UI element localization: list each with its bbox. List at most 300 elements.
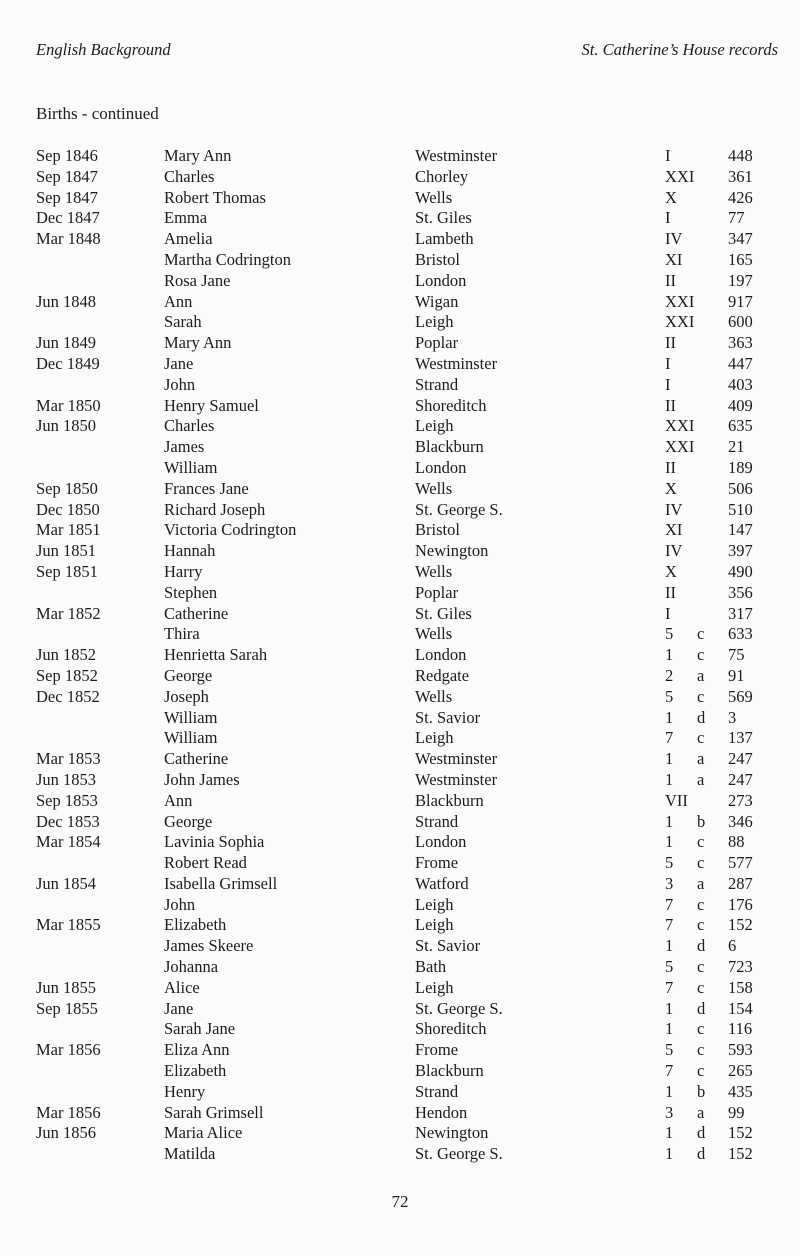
volume-part: d <box>697 936 706 956</box>
registration-district: Wigan <box>415 291 459 311</box>
volume: 1 <box>665 645 674 665</box>
volume: II <box>665 270 676 290</box>
volume: XXI <box>665 166 695 186</box>
birth-date: Sep 1851 <box>36 561 98 581</box>
registration-district: Frome <box>415 853 459 873</box>
volume: I <box>665 353 671 373</box>
registration-district: Hendon <box>415 1102 468 1122</box>
volume: X <box>665 187 677 207</box>
person-name: Elizabeth <box>164 1061 227 1081</box>
registration-district: Blackburn <box>415 1061 484 1081</box>
volume: 1 <box>665 832 674 852</box>
registration-district: Bristol <box>415 520 460 540</box>
volume: I <box>665 374 671 394</box>
registration-district: Lambeth <box>415 229 474 249</box>
table-row <box>0 604 800 625</box>
person-name: Charles <box>164 416 215 436</box>
volume: 1 <box>665 1019 674 1039</box>
person-name: Ann <box>164 790 193 810</box>
table-row <box>0 437 800 458</box>
table-row <box>0 853 800 874</box>
registration-district: Blackburn <box>415 437 484 457</box>
table-row <box>0 375 800 396</box>
table-row <box>0 1123 800 1144</box>
volume-part: c <box>697 645 705 665</box>
volume: II <box>665 582 676 602</box>
person-name: James <box>164 437 205 457</box>
table-row <box>0 396 800 417</box>
table-row <box>0 1040 800 1061</box>
person-name: James Skeere <box>164 936 254 956</box>
volume: 1 <box>665 998 674 1018</box>
page-ref: 447 <box>728 353 753 373</box>
person-name: Elizabeth <box>164 915 227 935</box>
births-table <box>0 146 800 1165</box>
person-name: Rosa Jane <box>164 270 231 290</box>
page-ref: 917 <box>728 291 753 311</box>
registration-district: London <box>415 645 467 665</box>
volume: II <box>665 457 676 477</box>
birth-date: Jun 1851 <box>36 541 97 561</box>
table-row <box>0 167 800 188</box>
birth-date: Sep 1855 <box>36 998 98 1018</box>
volume: 3 <box>665 1102 674 1122</box>
page-ref: 317 <box>728 603 753 623</box>
volume: 1 <box>665 811 674 831</box>
page-ref: 426 <box>728 187 753 207</box>
page-ref: 600 <box>728 312 753 332</box>
table-row <box>0 188 800 209</box>
person-name: Stephen <box>164 582 218 602</box>
page-ref: 633 <box>728 624 753 644</box>
birth-date: Mar 1855 <box>36 915 101 935</box>
page-ref: 152 <box>728 1144 753 1164</box>
page-ref: 189 <box>728 457 753 477</box>
person-name: Henry Samuel <box>164 395 259 415</box>
page-ref: 346 <box>728 811 753 831</box>
birth-date: Jun 1848 <box>36 291 97 311</box>
volume: II <box>665 333 676 353</box>
registration-district: Blackburn <box>415 790 484 810</box>
page-ref: 363 <box>728 333 753 353</box>
registration-district: Westminster <box>415 769 498 789</box>
volume: 7 <box>665 1061 674 1081</box>
page-ref: 287 <box>728 873 753 893</box>
birth-date: Jun 1853 <box>36 769 97 789</box>
table-row <box>0 812 800 833</box>
table-row <box>0 666 800 687</box>
volume: XXI <box>665 312 695 332</box>
volume: IV <box>665 499 683 519</box>
person-name: Sarah <box>164 312 202 332</box>
table-row <box>0 541 800 562</box>
page-ref: 635 <box>728 416 753 436</box>
person-name: Robert Read <box>164 853 247 873</box>
registration-district: Leigh <box>415 977 454 997</box>
registration-district: Wells <box>415 686 453 706</box>
volume-part: c <box>697 915 705 935</box>
table-row <box>0 250 800 271</box>
page-ref: 569 <box>728 686 753 706</box>
volume: 1 <box>665 1144 674 1164</box>
page-ref: 247 <box>728 769 753 789</box>
person-name: Lavinia Sophia <box>164 832 265 852</box>
page-ref: 448 <box>728 146 753 165</box>
volume: XI <box>665 520 683 540</box>
page-number: 72 <box>391 1192 409 1211</box>
volume-part: c <box>697 832 705 852</box>
registration-district: Shoreditch <box>415 1019 487 1039</box>
birth-date: Mar 1856 <box>36 1102 101 1122</box>
table-row <box>0 874 800 895</box>
volume: 5 <box>665 686 674 706</box>
registration-district: Frome <box>415 1040 459 1060</box>
registration-district: Chorley <box>415 166 469 186</box>
volume-part: a <box>697 749 705 769</box>
volume: 7 <box>665 915 674 935</box>
table-row <box>0 208 800 229</box>
birth-date: Sep 1850 <box>36 478 98 498</box>
table-row <box>0 229 800 250</box>
person-name: Emma <box>164 208 208 228</box>
table-row <box>0 333 800 354</box>
registration-district: London <box>415 270 467 290</box>
person-name: John James <box>164 769 240 789</box>
page-ref: 154 <box>728 998 753 1018</box>
table-row <box>0 999 800 1020</box>
table-row <box>0 895 800 916</box>
registration-district: St. Savior <box>415 707 481 727</box>
person-name: Eliza Ann <box>164 1040 230 1060</box>
table-row <box>0 1061 800 1082</box>
table-row <box>0 957 800 978</box>
volume: XXI <box>665 437 695 457</box>
volume: X <box>665 561 677 581</box>
table-row <box>0 687 800 708</box>
registration-district: Bristol <box>415 249 460 269</box>
volume-part: a <box>697 873 705 893</box>
page-ref: 137 <box>728 728 753 748</box>
person-name: Jane <box>164 998 194 1018</box>
page-ref: 356 <box>728 582 753 602</box>
page-ref: 75 <box>728 645 745 665</box>
person-name: John <box>164 894 196 914</box>
volume: 1 <box>665 769 674 789</box>
person-name: Alice <box>164 977 200 997</box>
table-row <box>0 416 800 437</box>
birth-date: Mar 1848 <box>36 229 101 249</box>
person-name: William <box>164 707 218 727</box>
volume-part: a <box>697 665 705 685</box>
volume-part: d <box>697 1144 706 1164</box>
volume-part: b <box>697 811 706 831</box>
volume: XI <box>665 249 683 269</box>
registration-district: Watford <box>415 873 469 893</box>
person-name: Joseph <box>164 686 209 706</box>
person-name: Martha Codrington <box>164 249 291 269</box>
registration-district: Shoreditch <box>415 395 487 415</box>
volume: XXI <box>665 416 695 436</box>
birth-date: Dec 1847 <box>36 208 100 228</box>
volume-part: c <box>697 1061 705 1081</box>
page-ref: 77 <box>728 208 745 228</box>
birth-date: Jun 1856 <box>36 1123 97 1143</box>
volume-part: c <box>697 1040 705 1060</box>
registration-district: Redgate <box>415 665 470 685</box>
page-ref: 21 <box>728 437 745 457</box>
person-name: Richard Joseph <box>164 499 266 519</box>
person-name: Johanna <box>164 957 219 977</box>
person-name: Catherine <box>164 749 229 769</box>
birth-date: Jun 1849 <box>36 333 97 353</box>
table-row <box>0 708 800 729</box>
person-name: Mary Ann <box>164 146 232 165</box>
table-row <box>0 146 800 167</box>
volume-part: c <box>697 957 705 977</box>
birth-date: Dec 1852 <box>36 686 100 706</box>
volume: I <box>665 146 671 165</box>
registration-district: Bath <box>415 957 447 977</box>
volume: XXI <box>665 291 695 311</box>
page-ref: 152 <box>728 1123 753 1143</box>
table-row <box>0 520 800 541</box>
birth-date: Jun 1852 <box>36 645 97 665</box>
person-name: George <box>164 665 213 685</box>
registration-district: Wells <box>415 187 453 207</box>
table-row <box>0 791 800 812</box>
volume: 5 <box>665 1040 674 1060</box>
birth-date: Mar 1853 <box>36 749 101 769</box>
person-name: George <box>164 811 213 831</box>
table-row <box>0 500 800 521</box>
volume: VII <box>665 790 688 810</box>
table-row <box>0 292 800 313</box>
registration-district: Wells <box>415 561 453 581</box>
page-ref: 247 <box>728 749 753 769</box>
volume: 1 <box>665 707 674 727</box>
person-name: Maria Alice <box>164 1123 243 1143</box>
registration-district: London <box>415 457 467 477</box>
page-ref: 91 <box>728 665 745 685</box>
registration-district: Leigh <box>415 915 454 935</box>
volume-part: d <box>697 998 706 1018</box>
table-row <box>0 936 800 957</box>
birth-date: Mar 1852 <box>36 603 101 623</box>
volume-part: b <box>697 1081 706 1101</box>
birth-date: Sep 1853 <box>36 790 98 810</box>
volume: IV <box>665 229 683 249</box>
volume: 5 <box>665 957 674 977</box>
page-ref: 435 <box>728 1081 753 1101</box>
page-ref: 273 <box>728 790 753 810</box>
table-row <box>0 978 800 999</box>
page-ref: 593 <box>728 1040 753 1060</box>
volume-part: d <box>697 1123 706 1143</box>
person-name: Hannah <box>164 541 216 561</box>
volume: 7 <box>665 977 674 997</box>
table-row <box>0 645 800 666</box>
registration-district: St. George S. <box>415 1144 503 1164</box>
birth-date: Mar 1850 <box>36 395 101 415</box>
table-row <box>0 479 800 500</box>
registration-district: St. Savior <box>415 936 481 956</box>
volume: 1 <box>665 1123 674 1143</box>
person-name: Thira <box>164 624 200 644</box>
registration-district: Leigh <box>415 894 454 914</box>
registration-district: Newington <box>415 541 489 561</box>
table-row <box>0 1144 800 1165</box>
person-name: Isabella Grimsell <box>164 873 278 893</box>
person-name: Frances Jane <box>164 478 249 498</box>
page-ref: 176 <box>728 894 753 914</box>
page-ref: 506 <box>728 478 753 498</box>
birth-date: Sep 1846 <box>36 146 98 165</box>
registration-district: Strand <box>415 374 459 394</box>
birth-date: Dec 1849 <box>36 353 100 373</box>
volume-part: c <box>697 894 705 914</box>
page-ref: 409 <box>728 395 753 415</box>
table-row <box>0 915 800 936</box>
volume: 7 <box>665 728 674 748</box>
page-ref: 165 <box>728 249 753 269</box>
table-row <box>0 562 800 583</box>
volume: 3 <box>665 873 674 893</box>
table-row <box>0 1019 800 1040</box>
registration-district: Wells <box>415 478 453 498</box>
registration-district: Wells <box>415 624 453 644</box>
person-name: Catherine <box>164 603 229 623</box>
volume: 1 <box>665 936 674 956</box>
birth-date: Jun 1850 <box>36 416 97 436</box>
registration-district: Westminster <box>415 146 498 165</box>
page-ref: 490 <box>728 561 753 581</box>
registration-district: Strand <box>415 1081 459 1101</box>
table-row <box>0 271 800 292</box>
table-row <box>0 458 800 479</box>
volume: 7 <box>665 894 674 914</box>
table-row <box>0 1103 800 1124</box>
person-name: Henrietta Sarah <box>164 645 268 665</box>
person-name: Jane <box>164 353 194 373</box>
person-name: Ann <box>164 291 193 311</box>
person-name: Charles <box>164 166 215 186</box>
page-ref: 99 <box>728 1102 745 1122</box>
table-row <box>0 728 800 749</box>
volume: X <box>665 478 677 498</box>
volume: 1 <box>665 749 674 769</box>
volume: 5 <box>665 853 674 873</box>
running-header-right: St. Catherine’s House records <box>581 40 778 59</box>
volume: II <box>665 395 676 415</box>
birth-date: Sep 1852 <box>36 665 98 685</box>
page-ref: 152 <box>728 915 753 935</box>
birth-date: Sep 1847 <box>36 166 98 186</box>
volume-part: c <box>697 728 705 748</box>
birth-date: Jun 1854 <box>36 873 97 893</box>
registration-district: Poplar <box>415 333 459 353</box>
registration-district: St. George S. <box>415 998 503 1018</box>
page-ref: 3 <box>728 707 737 727</box>
registration-district: Westminster <box>415 749 498 769</box>
birth-date: Mar 1856 <box>36 1040 101 1060</box>
page-ref: 116 <box>728 1019 753 1039</box>
volume-part: a <box>697 769 705 789</box>
table-row <box>0 832 800 853</box>
birth-date: Dec 1850 <box>36 499 100 519</box>
volume-part: c <box>697 624 705 644</box>
volume-part: c <box>697 1019 705 1039</box>
person-name: William <box>164 728 218 748</box>
section-title: Births - continued <box>36 104 159 123</box>
volume-part: a <box>697 1102 705 1122</box>
registration-district: St. Giles <box>415 603 472 623</box>
page-ref: 158 <box>728 977 753 997</box>
person-name: Sarah Jane <box>164 1019 236 1039</box>
registration-district: Poplar <box>415 582 459 602</box>
page-ref: 265 <box>728 1061 753 1081</box>
birth-date: Mar 1854 <box>36 832 101 852</box>
registration-district: Strand <box>415 811 459 831</box>
person-name: Matilda <box>164 1144 216 1164</box>
page-ref: 361 <box>728 166 753 186</box>
birth-date: Mar 1851 <box>36 520 101 540</box>
table-row <box>0 312 800 333</box>
registration-district: St. Giles <box>415 208 472 228</box>
page-ref: 397 <box>728 541 753 561</box>
birth-date: Jun 1855 <box>36 977 97 997</box>
volume-part: c <box>697 686 705 706</box>
volume: 2 <box>665 665 674 685</box>
person-name: Harry <box>164 561 203 581</box>
person-name: Sarah Grimsell <box>164 1102 264 1122</box>
registration-district: London <box>415 832 467 852</box>
table-row <box>0 354 800 375</box>
volume: IV <box>665 541 683 561</box>
running-header-left: English Background <box>36 40 171 59</box>
person-name: Victoria Codrington <box>164 520 297 540</box>
page-ref: 723 <box>728 957 753 977</box>
registration-district: Westminster <box>415 353 498 373</box>
person-name: Mary Ann <box>164 333 232 353</box>
volume-part: c <box>697 853 705 873</box>
registration-district: Leigh <box>415 728 454 748</box>
registration-district: Leigh <box>415 416 454 436</box>
page-ref: 197 <box>728 270 753 290</box>
registration-district: Leigh <box>415 312 454 332</box>
person-name: Henry <box>164 1081 206 1101</box>
volume: I <box>665 603 671 623</box>
page-ref: 510 <box>728 499 753 519</box>
volume: I <box>665 208 671 228</box>
person-name: Robert Thomas <box>164 187 266 207</box>
volume: 5 <box>665 624 674 644</box>
page-ref: 147 <box>728 520 753 540</box>
table-row <box>0 770 800 791</box>
table-row <box>0 583 800 604</box>
page-ref: 88 <box>728 832 745 852</box>
table-row <box>0 1082 800 1103</box>
volume-part: c <box>697 977 705 997</box>
birth-date: Dec 1853 <box>36 811 100 831</box>
table-row <box>0 749 800 770</box>
person-name: Amelia <box>164 229 213 249</box>
page-ref: 347 <box>728 229 753 249</box>
volume-part: d <box>697 707 706 727</box>
person-name: William <box>164 457 218 477</box>
registration-district: St. George S. <box>415 499 503 519</box>
page-ref: 577 <box>728 853 753 873</box>
table-row <box>0 624 800 645</box>
